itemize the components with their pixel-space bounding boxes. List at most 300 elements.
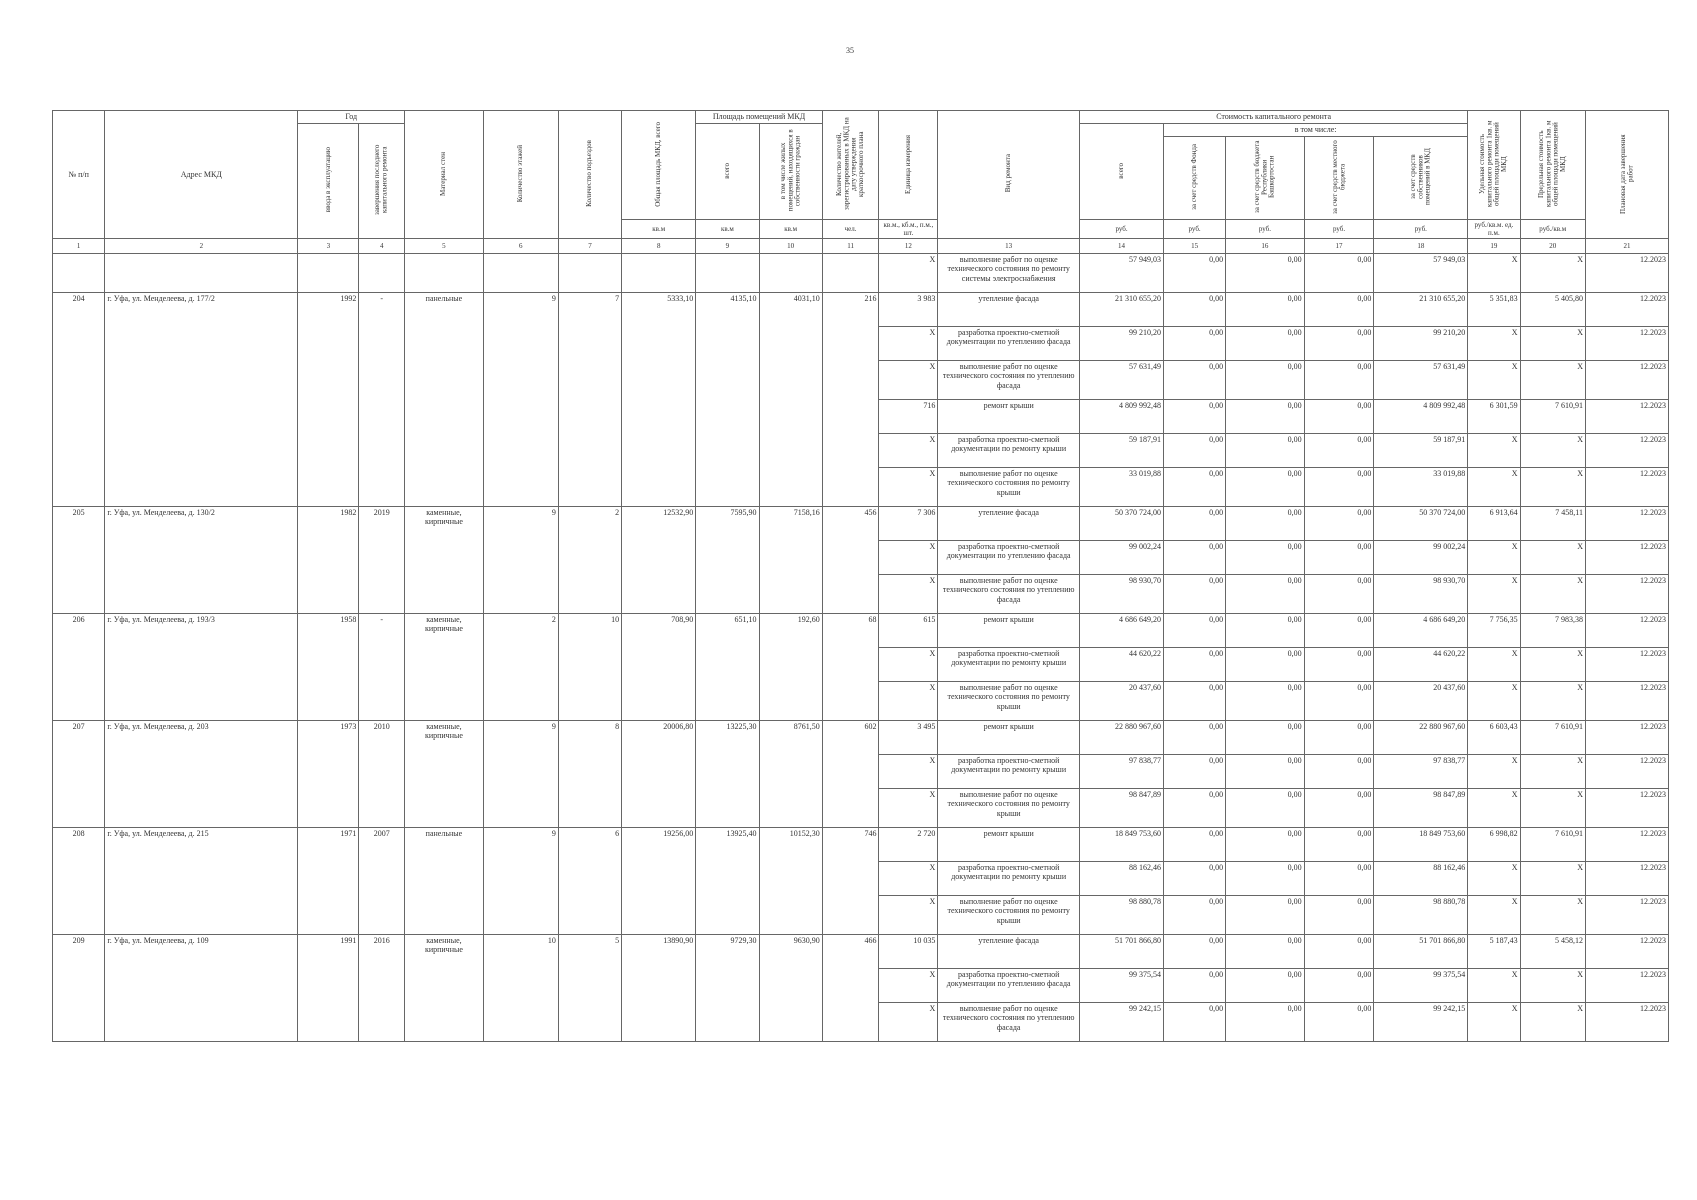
cell-date: 12.2023: [1585, 862, 1668, 896]
unit-residents: чел.: [822, 220, 879, 239]
column-number: 14: [1080, 239, 1164, 254]
cell-rb: 0,00: [1226, 828, 1305, 862]
cell-date: 12.2023: [1585, 1003, 1668, 1042]
cell-qty: X: [879, 682, 938, 721]
cell-area-total: 7595,90: [696, 507, 759, 614]
cell-local: 0,00: [1304, 682, 1374, 721]
cell-unit-cost: X: [1468, 896, 1520, 935]
cell-owners: 21 310 655,20: [1374, 293, 1468, 327]
cell-owners: 18 849 753,60: [1374, 828, 1468, 862]
cell-total: 98 880,78: [1080, 896, 1164, 935]
cell-fund: 0,00: [1164, 541, 1226, 575]
cell-work: разработка проектно-сметной документации по утеплению фасада: [938, 327, 1080, 361]
cell-qty: X: [879, 648, 938, 682]
cell-fund: 0,00: [1164, 1003, 1226, 1042]
cell-unit-cost: X: [1468, 789, 1520, 828]
cell-local: 0,00: [1304, 361, 1374, 400]
cell-total: 50 370 724,00: [1080, 507, 1164, 541]
cell-local: 0,00: [1304, 1003, 1374, 1042]
cell-rb: 0,00: [1226, 862, 1305, 896]
cell-fund: 0,00: [1164, 434, 1226, 468]
cell-work: разработка проектно-сметной документации по утеплению фасада: [938, 541, 1080, 575]
cell-local: 0,00: [1304, 896, 1374, 935]
column-number: 5: [405, 239, 484, 254]
cell-local: 0,00: [1304, 507, 1374, 541]
cell-date: 12.2023: [1585, 648, 1668, 682]
cell-area-total: 651,10: [696, 614, 759, 721]
cell-address: г. Уфа, ул. Менделеева, д. 177/2: [105, 293, 298, 507]
work-row: [53, 254, 1669, 293]
cell-rb: 0,00: [1226, 468, 1305, 507]
cell-qty: X: [879, 361, 938, 400]
cell-owners: 20 437,60: [1374, 682, 1468, 721]
cell-work: разработка проектно-сметной документации по ремонту крыши: [938, 434, 1080, 468]
cell-local: 0,00: [1304, 828, 1374, 862]
column-number: 9: [696, 239, 759, 254]
house-row: [53, 507, 1669, 541]
cell-local: 0,00: [1304, 721, 1374, 755]
cell-unit-cost: X: [1468, 361, 1520, 400]
cell-total: 44 620,22: [1080, 648, 1164, 682]
cell-max-cost: 7 610,91: [1520, 400, 1585, 434]
cell-entrances: 7: [558, 293, 621, 507]
header-unit-cost: Удельная стоимость капитального ремонта 1кв. м общей площади помещений МКД: [1468, 111, 1520, 220]
unit-cost-rb: руб.: [1226, 220, 1305, 239]
column-numbers-row: [53, 239, 1669, 254]
header-year-last-repair: завершения последнего капитального ремонта: [359, 124, 405, 239]
cell-owners: 50 370 724,00: [1374, 507, 1468, 541]
header-residents: Количество жителей, зарегистрированных в МКД на дату утверждения краткосрочного плана: [822, 111, 879, 220]
cell-rb: 0,00: [1226, 935, 1305, 969]
cell-rb: 0,00: [1226, 614, 1305, 648]
header-no: № п/п: [53, 111, 105, 239]
cell-unit-cost: X: [1468, 468, 1520, 507]
header-cost-fund: за счет средств Фонда: [1164, 137, 1226, 220]
cell-max-cost: X: [1520, 361, 1585, 400]
cell-work: выполнение работ по оценке технического состояния по ремонту крыши: [938, 896, 1080, 935]
column-number: 13: [938, 239, 1080, 254]
column-number: 10: [759, 239, 822, 254]
header-floors: Количество этажей: [483, 111, 558, 239]
cell-empty: [105, 254, 298, 293]
cell-total: 98 847,89: [1080, 789, 1164, 828]
cell-owners: 57 631,49: [1374, 361, 1468, 400]
cell-date: 12.2023: [1585, 614, 1668, 648]
column-number: 17: [1304, 239, 1374, 254]
cell-no: 205: [53, 507, 105, 614]
cell-work: утепление фасада: [938, 507, 1080, 541]
cell-total: 98 930,70: [1080, 575, 1164, 614]
column-number: 16: [1226, 239, 1305, 254]
cell-unit-cost: 6 913,64: [1468, 507, 1520, 541]
cell-year-built: 1982: [298, 507, 359, 614]
cell-address: г. Уфа, ул. Менделеева, д. 130/2: [105, 507, 298, 614]
cell-empty: [822, 254, 879, 293]
cell-qty: 615: [879, 614, 938, 648]
cell-year-repair: -: [359, 614, 405, 721]
cell-work: разработка проектно-сметной документации по утеплению фасада: [938, 969, 1080, 1003]
cell-date: 12.2023: [1585, 896, 1668, 935]
cell-owners: 4 686 649,20: [1374, 614, 1468, 648]
cell-no: 208: [53, 828, 105, 935]
cell-area-total: 4135,10: [696, 293, 759, 507]
cell-max-cost: X: [1520, 648, 1585, 682]
cell-rb: 0,00: [1226, 648, 1305, 682]
cell-empty: [696, 254, 759, 293]
cell-year-repair: 2019: [359, 507, 405, 614]
cell-entrances: 6: [558, 828, 621, 935]
cell-unit-cost: X: [1468, 969, 1520, 1003]
cell-max-cost: X: [1520, 755, 1585, 789]
cell-total: 88 162,46: [1080, 862, 1164, 896]
cell-unit-cost: X: [1468, 755, 1520, 789]
unit-max-cost: руб./кв.м: [1520, 220, 1585, 239]
cell-qty: X: [879, 896, 938, 935]
cell-owners: 98 930,70: [1374, 575, 1468, 614]
unit-cost-local: руб.: [1304, 220, 1374, 239]
cell-qty: X: [879, 1003, 938, 1042]
cell-max-cost: X: [1520, 468, 1585, 507]
cell-total: 4 809 992,48: [1080, 400, 1164, 434]
cell-qty: 716: [879, 400, 938, 434]
cell-date: 12.2023: [1585, 254, 1668, 293]
cell-fund: 0,00: [1164, 361, 1226, 400]
cell-area-owned: 192,60: [759, 614, 822, 721]
cell-residents: 216: [822, 293, 879, 507]
cell-max-cost: X: [1520, 327, 1585, 361]
cell-qty: 3 495: [879, 721, 938, 755]
cell-floors: 9: [483, 828, 558, 935]
cell-fund: 0,00: [1164, 400, 1226, 434]
cell-area-owned: 9630,90: [759, 935, 822, 1042]
cell-no: 206: [53, 614, 105, 721]
header-total-area: Общая площадь МКД, всего: [622, 111, 696, 220]
cell-total: 4 686 649,20: [1080, 614, 1164, 648]
cell-area-owned: 8761,50: [759, 721, 822, 828]
header-wall-material: Материал стен: [405, 111, 484, 239]
cell-local: 0,00: [1304, 935, 1374, 969]
cell-owners: 22 880 967,60: [1374, 721, 1468, 755]
cell-date: 12.2023: [1585, 935, 1668, 969]
header-cost-owners: за счет средств собственников помещений в МКД: [1374, 137, 1468, 220]
cell-total-area: 12532,90: [622, 507, 696, 614]
cell-local: 0,00: [1304, 327, 1374, 361]
cell-owners: 98 847,89: [1374, 789, 1468, 828]
cell-owners: 99 375,54: [1374, 969, 1468, 1003]
house-row: [53, 828, 1669, 862]
cell-work: выполнение работ по оценке технического состояния по ремонту крыши: [938, 789, 1080, 828]
cell-qty: 10 035: [879, 935, 938, 969]
cell-local: 0,00: [1304, 400, 1374, 434]
cell-qty: X: [879, 755, 938, 789]
cell-wall: панельные: [405, 828, 484, 935]
cell-no: 204: [53, 293, 105, 507]
house-row: [53, 721, 1669, 755]
cell-work: выполнение работ по оценке технического состояния по ремонту крыши: [938, 682, 1080, 721]
cell-work: утепление фасада: [938, 935, 1080, 969]
repair-plan-table: [52, 110, 1669, 1042]
cell-local: 0,00: [1304, 755, 1374, 789]
cell-fund: 0,00: [1164, 327, 1226, 361]
cell-qty: X: [879, 434, 938, 468]
cell-rb: 0,00: [1226, 361, 1305, 400]
cell-owners: 33 019,88: [1374, 468, 1468, 507]
cell-empty: [483, 254, 558, 293]
cell-work: выполнение работ по оценке технического состояния по ремонту системы электроснабжения: [938, 254, 1080, 293]
cell-work: разработка проектно-сметной документации по ремонту крыши: [938, 862, 1080, 896]
cell-fund: 0,00: [1164, 575, 1226, 614]
cell-unit-cost: X: [1468, 254, 1520, 293]
cell-max-cost: 7 983,38: [1520, 614, 1585, 648]
cell-no: 209: [53, 935, 105, 1042]
cell-qty: X: [879, 541, 938, 575]
header-unit: Единица измерения: [879, 111, 938, 220]
unit-unit: кв.м., кб.м., п.м., шт.: [879, 220, 938, 239]
cell-empty: [53, 254, 105, 293]
unit-cost-fund: руб.: [1164, 220, 1226, 239]
cell-total: 22 880 967,60: [1080, 721, 1164, 755]
cell-unit-cost: 5 187,43: [1468, 935, 1520, 969]
cell-date: 12.2023: [1585, 468, 1668, 507]
header-cost-total: всего: [1080, 124, 1164, 220]
cell-fund: 0,00: [1164, 682, 1226, 721]
cell-owners: 57 949,03: [1374, 254, 1468, 293]
cell-rb: 0,00: [1226, 434, 1305, 468]
cell-rb: 0,00: [1226, 254, 1305, 293]
cell-fund: 0,00: [1164, 293, 1226, 327]
cell-unit-cost: 7 756,35: [1468, 614, 1520, 648]
cell-wall: каменные, кирпичные: [405, 614, 484, 721]
cell-year-built: 1973: [298, 721, 359, 828]
cell-local: 0,00: [1304, 648, 1374, 682]
cell-max-cost: X: [1520, 969, 1585, 1003]
cell-rb: 0,00: [1226, 755, 1305, 789]
cell-total-area: 708,90: [622, 614, 696, 721]
cell-local: 0,00: [1304, 789, 1374, 828]
column-number: 12: [879, 239, 938, 254]
cell-wall: каменные, кирпичные: [405, 721, 484, 828]
column-number: 20: [1520, 239, 1585, 254]
cell-entrances: 10: [558, 614, 621, 721]
cell-work: ремонт крыши: [938, 400, 1080, 434]
cell-qty: 7 306: [879, 507, 938, 541]
cell-address: г. Уфа, ул. Менделеева, д. 109: [105, 935, 298, 1042]
cell-work: разработка проектно-сметной документации по ремонту крыши: [938, 648, 1080, 682]
cell-year-built: 1971: [298, 828, 359, 935]
cell-unit-cost: 6 603,43: [1468, 721, 1520, 755]
cell-date: 12.2023: [1585, 575, 1668, 614]
cell-work: выполнение работ по оценке технического состояния по ремонту крыши: [938, 468, 1080, 507]
cell-fund: 0,00: [1164, 935, 1226, 969]
cell-floors: 10: [483, 935, 558, 1042]
cell-total-area: 13890,90: [622, 935, 696, 1042]
cell-empty: [622, 254, 696, 293]
cell-floors: 9: [483, 507, 558, 614]
cell-area-owned: 10152,30: [759, 828, 822, 935]
cell-total: 21 310 655,20: [1080, 293, 1164, 327]
cell-year-repair: 2010: [359, 721, 405, 828]
cell-empty: [298, 254, 359, 293]
cell-residents: 466: [822, 935, 879, 1042]
column-number: 2: [105, 239, 298, 254]
cell-fund: 0,00: [1164, 721, 1226, 755]
cell-max-cost: X: [1520, 575, 1585, 614]
cell-local: 0,00: [1304, 862, 1374, 896]
column-number: 18: [1374, 239, 1468, 254]
cell-rb: 0,00: [1226, 327, 1305, 361]
cell-max-cost: X: [1520, 1003, 1585, 1042]
cell-wall: каменные, кирпичные: [405, 507, 484, 614]
cell-owners: 98 880,78: [1374, 896, 1468, 935]
cell-total: 18 849 753,60: [1080, 828, 1164, 862]
cell-empty: [558, 254, 621, 293]
cell-year-repair: 2016: [359, 935, 405, 1042]
column-number: 3: [298, 239, 359, 254]
cell-local: 0,00: [1304, 468, 1374, 507]
cell-date: 12.2023: [1585, 828, 1668, 862]
cell-no: 207: [53, 721, 105, 828]
header-cost-group: Стоимость капитального ремонта: [1080, 111, 1468, 124]
cell-year-built: 1991: [298, 935, 359, 1042]
cell-unit-cost: 6 301,59: [1468, 400, 1520, 434]
cell-owners: 4 809 992,48: [1374, 400, 1468, 434]
cell-qty: X: [879, 327, 938, 361]
column-number: 6: [483, 239, 558, 254]
cell-max-cost: X: [1520, 682, 1585, 721]
cell-unit-cost: X: [1468, 682, 1520, 721]
cell-floors: 9: [483, 721, 558, 828]
cell-date: 12.2023: [1585, 434, 1668, 468]
cell-local: 0,00: [1304, 293, 1374, 327]
cell-date: 12.2023: [1585, 541, 1668, 575]
cell-qty: X: [879, 789, 938, 828]
cell-date: 12.2023: [1585, 327, 1668, 361]
page-number: 35: [846, 46, 854, 55]
cell-work: ремонт крыши: [938, 828, 1080, 862]
unit-unit-cost: руб./кв.м. ед. п.м.: [1468, 220, 1520, 239]
cell-unit-cost: X: [1468, 434, 1520, 468]
cell-total: 99 002,24: [1080, 541, 1164, 575]
cell-area-total: 13225,30: [696, 721, 759, 828]
house-row: [53, 293, 1669, 327]
house-row: [53, 935, 1669, 969]
cell-rb: 0,00: [1226, 969, 1305, 1003]
cell-owners: 88 162,46: [1374, 862, 1468, 896]
table-body: [53, 254, 1669, 1042]
cell-year-built: 1958: [298, 614, 359, 721]
cell-max-cost: 7 610,91: [1520, 828, 1585, 862]
cell-owners: 99 210,20: [1374, 327, 1468, 361]
unit-cost-total: руб.: [1080, 220, 1164, 239]
cell-qty: X: [879, 862, 938, 896]
cell-area-total: 9729,30: [696, 935, 759, 1042]
cell-year-repair: -: [359, 293, 405, 507]
unit-cost-owners: руб.: [1374, 220, 1468, 239]
cell-fund: 0,00: [1164, 755, 1226, 789]
cell-qty: 2 720: [879, 828, 938, 862]
cell-max-cost: X: [1520, 896, 1585, 935]
cell-fund: 0,00: [1164, 468, 1226, 507]
cell-rb: 0,00: [1226, 682, 1305, 721]
column-number: 15: [1164, 239, 1226, 254]
cell-max-cost: 7 610,91: [1520, 721, 1585, 755]
cell-entrances: 5: [558, 935, 621, 1042]
cell-unit-cost: X: [1468, 327, 1520, 361]
cell-date: 12.2023: [1585, 507, 1668, 541]
header-area-group: Площадь помещений МКД: [696, 111, 822, 124]
unit-area-owned: кв.м: [759, 220, 822, 239]
cell-work: ремонт крыши: [938, 614, 1080, 648]
cell-total: 99 375,54: [1080, 969, 1164, 1003]
cell-max-cost: X: [1520, 254, 1585, 293]
cell-residents: 602: [822, 721, 879, 828]
cell-max-cost: 7 458,11: [1520, 507, 1585, 541]
cell-total: 99 210,20: [1080, 327, 1164, 361]
cell-area-owned: 7158,16: [759, 507, 822, 614]
cell-work: выполнение работ по оценке технического состояния по утеплению фасада: [938, 361, 1080, 400]
column-number: 4: [359, 239, 405, 254]
cell-owners: 59 187,91: [1374, 434, 1468, 468]
cell-rb: 0,00: [1226, 1003, 1305, 1042]
cell-unit-cost: X: [1468, 1003, 1520, 1042]
cell-unit-cost: X: [1468, 575, 1520, 614]
cell-fund: 0,00: [1164, 614, 1226, 648]
unit-area-total: кв.м: [696, 220, 759, 239]
cell-total-area: 19256,00: [622, 828, 696, 935]
header-area-total: всего: [696, 124, 759, 220]
header-cost-rb: за счет средств бюджета Республики Башкортостан: [1226, 137, 1305, 220]
cell-local: 0,00: [1304, 575, 1374, 614]
column-number: 11: [822, 239, 879, 254]
cell-rb: 0,00: [1226, 575, 1305, 614]
cell-fund: 0,00: [1164, 862, 1226, 896]
cell-date: 12.2023: [1585, 293, 1668, 327]
cell-total-area: 5333,10: [622, 293, 696, 507]
cell-owners: 99 002,24: [1374, 541, 1468, 575]
cell-max-cost: X: [1520, 541, 1585, 575]
cell-address: г. Уфа, ул. Менделеева, д. 193/3: [105, 614, 298, 721]
cell-fund: 0,00: [1164, 896, 1226, 935]
cell-max-cost: 5 405,80: [1520, 293, 1585, 327]
cell-rb: 0,00: [1226, 896, 1305, 935]
cell-total: 99 242,15: [1080, 1003, 1164, 1042]
cell-fund: 0,00: [1164, 828, 1226, 862]
header-year-built: ввода в эксплуатацию: [298, 124, 359, 239]
cell-fund: 0,00: [1164, 254, 1226, 293]
header-entrances: Количество подъездов: [558, 111, 621, 239]
cell-total: 57 631,49: [1080, 361, 1164, 400]
cell-total: 97 838,77: [1080, 755, 1164, 789]
cell-local: 0,00: [1304, 614, 1374, 648]
cell-address: г. Уфа, ул. Менделеева, д. 203: [105, 721, 298, 828]
cell-wall: панельные: [405, 293, 484, 507]
cell-date: 12.2023: [1585, 721, 1668, 755]
cell-residents: 68: [822, 614, 879, 721]
cell-owners: 97 838,77: [1374, 755, 1468, 789]
cell-rb: 0,00: [1226, 789, 1305, 828]
cell-work: утепление фасада: [938, 293, 1080, 327]
cell-date: 12.2023: [1585, 361, 1668, 400]
table-header: [53, 111, 1669, 254]
cell-total: 57 949,03: [1080, 254, 1164, 293]
cell-date: 12.2023: [1585, 789, 1668, 828]
header-cost-local: за счет средств местного бюджета: [1304, 137, 1374, 220]
header-planned-date: Плановая дата завершения работ: [1585, 111, 1668, 239]
cell-date: 12.2023: [1585, 755, 1668, 789]
header-address: Адрес МКД: [105, 111, 298, 239]
cell-rb: 0,00: [1226, 400, 1305, 434]
cell-fund: 0,00: [1164, 648, 1226, 682]
